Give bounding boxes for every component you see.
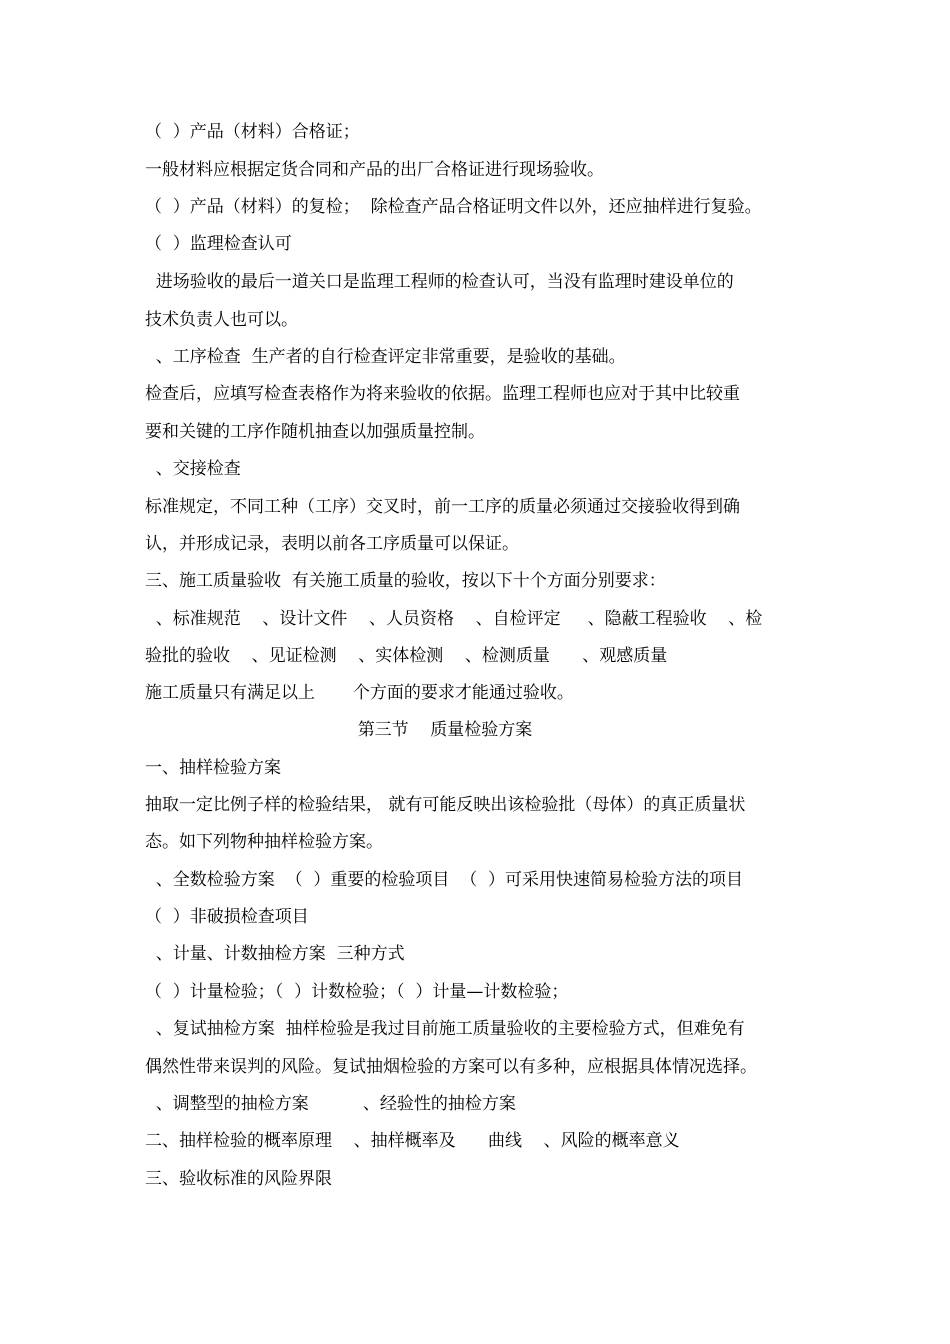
text-line: 一、抽样检验方案	[145, 758, 281, 778]
text-line: 技术负责人也可以。	[145, 310, 298, 330]
text-line: 检查后，应填写检查表格作为将来验收的依据。监理工程师也应对于其中比较重	[145, 384, 740, 404]
text-line: 偶然性带来误判的风险。复试抽烟检验的方案可以有多种，应根据具体情况选择。	[145, 1057, 757, 1077]
text-line: 二、抽样检验的概率原理 、抽样概率及 曲线 、风险的概率意义	[145, 1131, 680, 1151]
text-line: 、复试抽检方案 抽样检验是我过目前施工质量验收的主要检验方式，但难免有	[145, 1019, 745, 1039]
text-line: 要和关键的工序作随机抽查以加强质量控制。	[145, 422, 485, 442]
text-line: （ ）产品（材料）的复检； 除检查产品合格证明文件以外，还应抽样进行复验。	[145, 197, 762, 217]
text-line: 、调整型的抽检方案 、经验性的抽检方案	[145, 1094, 516, 1114]
text-line: 、工序检查 生产者的自行检查评定非常重要，是验收的基础。	[145, 347, 626, 367]
text-line: 三、验收标准的风险界限	[145, 1169, 332, 1189]
text-line: （ ）计量检验；（ ）计数检验；（ ）计量—计数检验；	[145, 982, 569, 1002]
text-line: 验批的验收 、见证检测 、实体检测 、检测质量 、观感质量	[145, 646, 668, 666]
text-line: 标准规定，不同工种（工序）交叉时，前一工序的质量必须通过交接验收得到确	[145, 497, 740, 517]
text-line: 抽取一定比例子样的检验结果， 就有可能反映出该检验批（母体）的真正质量状	[145, 795, 746, 815]
text-line: 三、施工质量验收 有关施工质量的验收，按以下十个方面分别要求：	[145, 571, 666, 591]
text-line: 态。如下列物种抽样检验方案。	[145, 832, 383, 852]
text-line: 、交接检查	[145, 459, 241, 479]
text-line: （ ）监理检查认可	[145, 234, 292, 254]
text-line: 、计量、计数抽检方案 三种方式	[145, 944, 405, 964]
text-line: 认，并形成记录，表明以前各工序质量可以保证。	[145, 534, 519, 554]
text-line: （ ）非破损检查项目	[145, 907, 309, 927]
text-line: 一般材料应根据定货合同和产品的出厂合格证进行现场验收。	[145, 160, 604, 180]
text-line: 进场验收的最后一道关口是监理工程师的检查认可，当没有监理时建设单位的	[145, 272, 734, 292]
text-line: （ ）产品（材料）合格证；	[145, 122, 360, 142]
text-line: 、全数检验方案 （ ）重要的检验项目 （ ）可采用快速简易检验方法的项目	[145, 870, 744, 890]
section-heading: 第三节 质量检验方案	[357, 720, 533, 740]
text-line: 施工质量只有满足以上 个方面的要求才能通过验收。	[145, 683, 574, 703]
text-line: 、标准规范 、设计文件 、人员资格 、自检评定 、隐蔽工程验收 、检	[145, 609, 763, 629]
